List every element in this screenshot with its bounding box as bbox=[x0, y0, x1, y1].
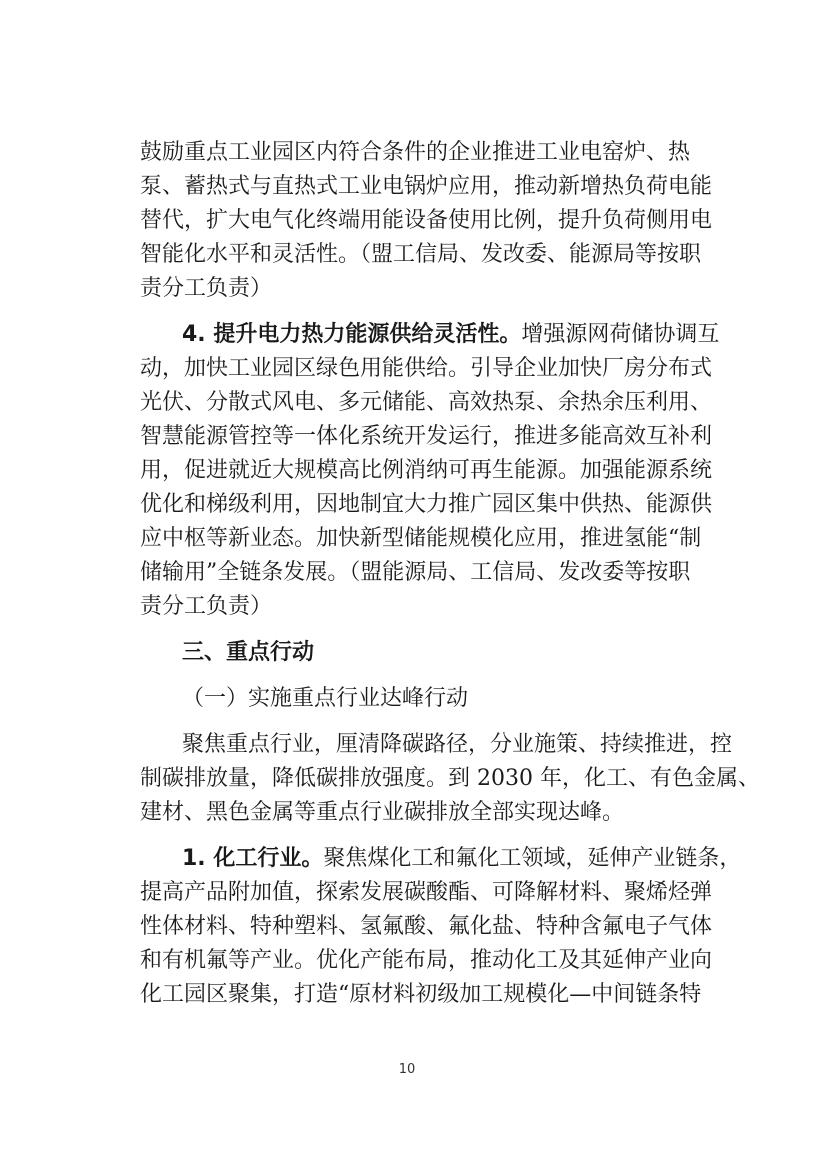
paragraph-line: 提高产品附加值，探索发展碳酸酯、可降解材料、聚烯烃弹 bbox=[140, 880, 713, 905]
paragraph-line: 应中枢等新业态。加快新型储能规模化应用，推进氢能“制 bbox=[140, 526, 702, 551]
paragraph-line: 责分工负责） bbox=[140, 276, 273, 301]
paragraph-line bbox=[182, 842, 742, 876]
paragraph-line: 和有机氟等产业。优化产能布局，推动化工及其延伸产业向 bbox=[140, 948, 713, 973]
paragraph-line: 智能化水平和灵活性。（盟工信局、发改委、能源局等按职 bbox=[140, 242, 702, 267]
item-title: 1. 化工行业。 bbox=[182, 846, 324, 871]
paragraph-line: 动，加快工业园区绿色用能供给。引导企业加快厂房分布式 bbox=[140, 356, 713, 381]
paragraph-line: 鼓励重点工业园区内符合条件的企业推进工业电窑炉、热 bbox=[140, 140, 691, 165]
paragraph-text: 增强源网荷储协调互 bbox=[521, 322, 720, 347]
paragraph-line: 性体材料、特种塑料、氢氟酸、氟化盐、特种含氟电子气体 bbox=[140, 914, 713, 939]
paragraph-line: 智慧能源管控等一体化系统开发运行，推进多能高效互补利 bbox=[140, 424, 713, 449]
page-number: 10 bbox=[398, 1062, 416, 1077]
paragraph-line: 建材、黑色金属等重点行业碳排放全部实现达峰。 bbox=[140, 800, 625, 825]
paragraph-line: 泵、蓄热式与直热式工业电锅炉应用，推动新增热负荷电能 bbox=[140, 174, 713, 199]
paragraph-line bbox=[182, 318, 720, 352]
paragraph-line: 替代，扩大电气化终端用能设备使用比例，提升负荷侧用电 bbox=[140, 208, 713, 233]
paragraph-line: 制碳排放量，降低碳排放强度。到 2030 年，化工、有色金属、 bbox=[140, 766, 760, 791]
subsection-heading: （一）实施重点行业达峰行动 bbox=[182, 686, 469, 711]
item-title: 4. 提升电力热力能源供给灵活性。 bbox=[182, 322, 522, 347]
paragraph-text: 聚焦煤化工和氟化工领域，延伸产业链条， bbox=[323, 846, 742, 871]
paragraph-line: 优化和梯级利用，因地制宜大力推广园区集中供热、能源供 bbox=[140, 492, 713, 517]
paragraph-line: 储输用”全链条发展。（盟能源局、工信局、发改委等按职 bbox=[140, 560, 691, 585]
paragraph-line: 光伏、分散式风电、多元储能、高效热泵、余热余压利用、 bbox=[140, 390, 713, 415]
section-heading: 三、重点行动 bbox=[182, 640, 315, 665]
paragraph-line: 聚焦重点行业，厘清降碳路径，分业施策、持续推进，控 bbox=[182, 732, 733, 757]
paragraph-line: 责分工负责） bbox=[140, 594, 273, 619]
paragraph-line: 化工园区聚集，打造“原材料初级加工规模化—中间链条特 bbox=[140, 982, 702, 1007]
paragraph-line: 用，促进就近大规模高比例消纳可再生能源。加强能源系统 bbox=[140, 458, 713, 483]
